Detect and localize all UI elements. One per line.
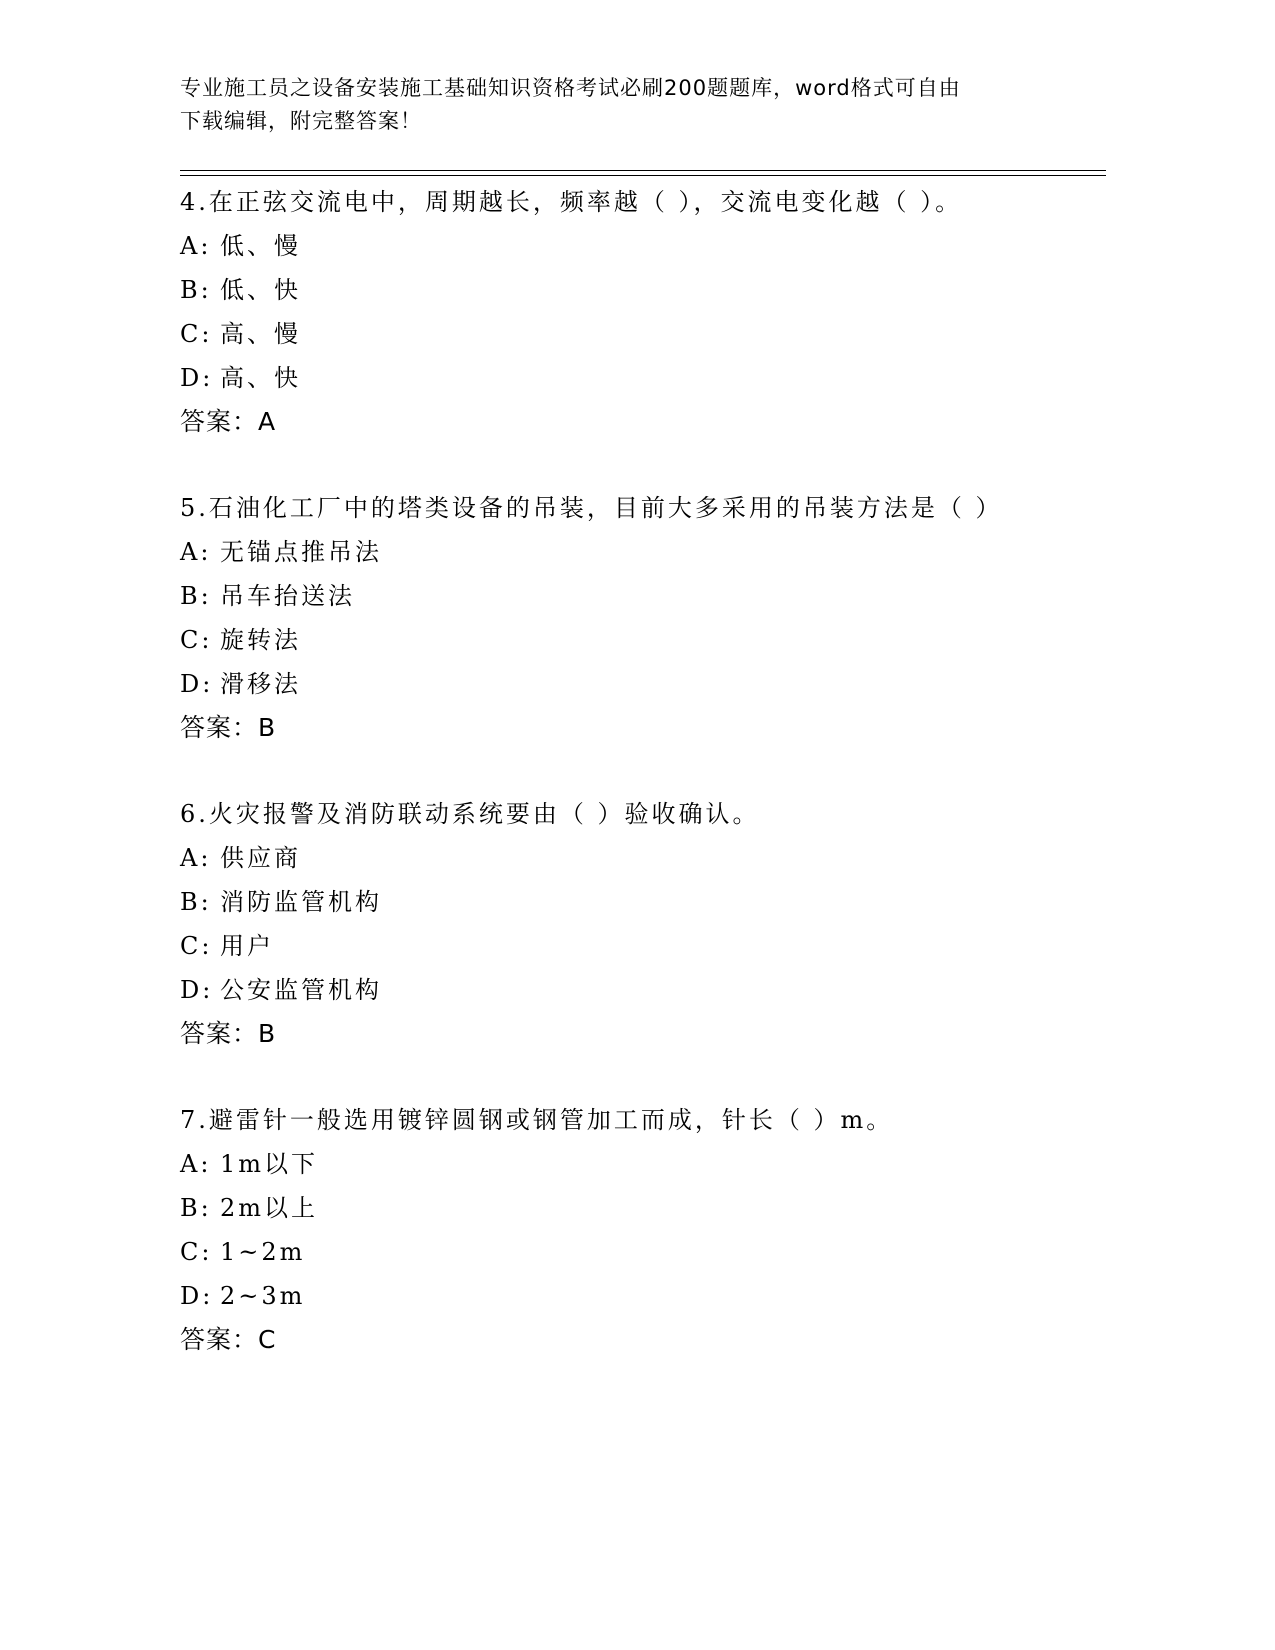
option-text: 2m以上 [220, 1194, 319, 1222]
option-key: D: [180, 1282, 214, 1310]
option-key: A: [180, 538, 212, 566]
answer-value: C [258, 1325, 277, 1354]
answer-value: B [258, 713, 277, 742]
question-6 [180, 792, 1100, 1056]
option-d [180, 662, 1100, 706]
option-text: 旋转法 [220, 626, 301, 654]
option-key: B: [180, 582, 212, 610]
option-text: 低、快 [220, 276, 301, 304]
option-key: D: [180, 364, 214, 392]
option-text: 吊车抬送法 [220, 582, 355, 610]
question-stem: 4.在正弦交流电中，周期越长，频率越（ ），交流电变化越（ ）。 [180, 188, 963, 216]
document-header [180, 72, 1060, 138]
option-text: 1m以下 [220, 1150, 319, 1178]
answer-line [180, 706, 1100, 750]
question-stem: 7.避雷针一般选用镀锌圆钢或钢管加工而成，针长（ ）m。 [180, 1106, 894, 1134]
header-title-line-2: 下载编辑，附完整答案！ [180, 109, 422, 133]
option-c [180, 1230, 1100, 1274]
option-c [180, 924, 1100, 968]
option-d [180, 968, 1100, 1012]
option-b [180, 574, 1100, 618]
option-text: 高、慢 [220, 320, 301, 348]
option-key: C: [180, 1238, 213, 1266]
option-text: 供应商 [220, 844, 301, 872]
option-b [180, 1186, 1100, 1230]
option-text: 滑移法 [220, 670, 301, 698]
option-key: C: [180, 932, 213, 960]
option-a [180, 1142, 1100, 1186]
option-key: D: [180, 670, 214, 698]
question-4 [180, 180, 1100, 444]
option-c [180, 312, 1100, 356]
option-b [180, 880, 1100, 924]
option-text: 低、慢 [220, 232, 301, 260]
answer-label: 答案： [180, 1325, 259, 1354]
option-d [180, 356, 1100, 400]
answer-value: B [258, 1019, 277, 1048]
option-a [180, 224, 1100, 268]
option-key: D: [180, 976, 214, 1004]
option-key: C: [180, 320, 213, 348]
option-text: 公安监管机构 [220, 976, 382, 1004]
option-key: B: [180, 888, 212, 916]
answer-line [180, 400, 1100, 444]
header-divider-top [180, 170, 1106, 171]
option-key: A: [180, 844, 212, 872]
option-b [180, 268, 1100, 312]
question-7 [180, 1098, 1100, 1362]
option-key: B: [180, 1194, 212, 1222]
question-stem: 6.火灾报警及消防联动系统要由（ ）验收确认。 [180, 800, 760, 828]
question-list [180, 180, 1100, 1404]
answer-line [180, 1318, 1100, 1362]
option-text: 消防监管机构 [220, 888, 382, 916]
option-text: 1~2m [220, 1238, 306, 1266]
option-d [180, 1274, 1100, 1318]
header-divider-bottom [180, 175, 1106, 176]
answer-line [180, 1012, 1100, 1056]
question-5 [180, 486, 1100, 750]
option-text: 2~3m [220, 1282, 306, 1310]
option-key: C: [180, 626, 213, 654]
option-text: 高、快 [220, 364, 301, 392]
question-stem: 5.石油化工厂中的塔类设备的吊装，目前大多采用的吊装方法是（ ） [180, 494, 1003, 522]
answer-label: 答案： [180, 713, 259, 742]
option-text: 用户 [220, 932, 274, 960]
option-text: 无锚点推吊法 [220, 538, 382, 566]
answer-value: A [258, 407, 277, 436]
answer-label: 答案： [180, 407, 259, 436]
option-key: B: [180, 276, 212, 304]
option-a [180, 530, 1100, 574]
option-c [180, 618, 1100, 662]
header-title-line-1: 专业施工员之设备安装施工基础知识资格考试必刷200题题库，word格式可自由 [180, 76, 961, 100]
option-key: A: [180, 232, 212, 260]
answer-label: 答案： [180, 1019, 259, 1048]
option-key: A: [180, 1150, 212, 1178]
option-a [180, 836, 1100, 880]
